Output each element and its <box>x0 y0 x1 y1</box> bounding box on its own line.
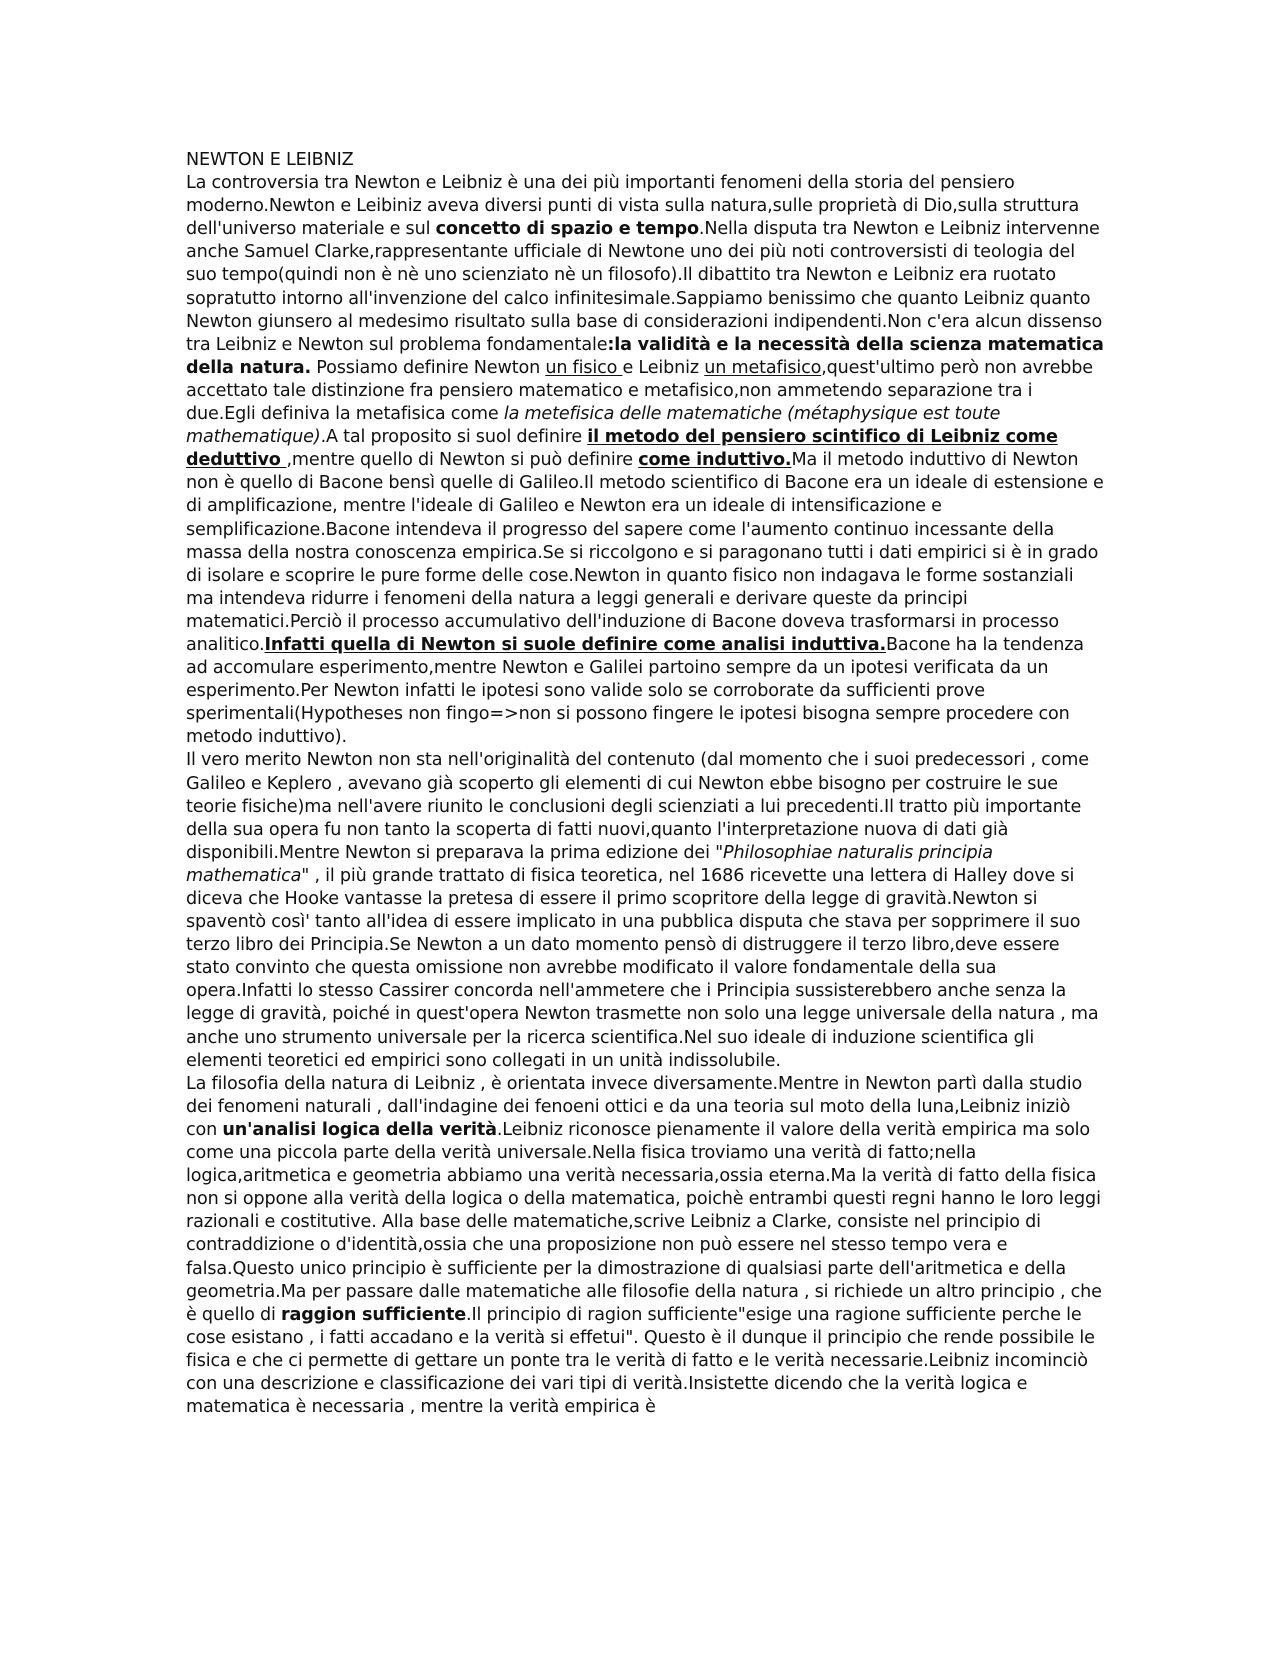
bold-underlined-deductive-method: il metodo del pensiero scintifico di Leibniz come deduttivo <box>186 427 1058 471</box>
underlined-phrase-physicist: un fisico <box>545 357 623 378</box>
text-run: Bacone ha la tendenza ad accomulare esperimento,mentre Newton e Galilei partoino sempre da un ipotesi verificata da un esperimento.Per Newton infatti le ipotesi sono valide solo se corroborate da sufficienti prove sperimentali(Hypotheses non fingo=>non si possono fingere le ipotesi bisogna sempre procedere con metodo induttivo). <box>186 634 1084 748</box>
text-run: , il più grande trattato di fisica teoretica, nel 1686 ricevette una lettera di Halley dove si diceva che Hooke vantasse la pretesa di essere il primo scopritore della legge di gravità.Newton si spaventò così' tanto all'idea di essere implicato in una pubblica disputa che stava per sopprimere il suo terzo libro dei Principia.Se Newton a un dato momento pensò di distruggere il terzo libro,deve essere stato convinto che questa omissione non avrebbe modificato il valore fondamentale della sua opera.Infatti lo stesso Cassirer concorda nell'ammetere che i Principia sussisterebbero anche senza la legge di gravità, poiché in quest'opera Newton trasmette non solo una legge universale della natura , ma anche uno strumento universale per la ricerca scientifica.Nel suo ideale di induzione scientifica gli elementi teoretici ed empirici sono collegati in un unità indissolubile. <box>186 865 1099 1071</box>
document-title: NEWTON E LEIBNIZ <box>186 150 354 170</box>
document-body <box>186 149 1106 1419</box>
text-run: Possiamo definire Newton <box>311 357 546 378</box>
italic-book-title-principia: "Philosophiae naturalis principia mathematica" <box>186 842 993 886</box>
bold-phrase-sufficient-reason: raggion sufficiente <box>280 1304 467 1325</box>
bold-underlined-inductive-analysis: Infatti quella di Newton si suole definire come analisi induttiva. <box>264 634 887 655</box>
paragraph-newton-merit <box>186 749 1106 1072</box>
text-run: La controversia tra Newton e Leibniz è una dei più importanti fenomeni della storia del pensiero moderno.Newton e Leibiniz aveva diversi punti di vista sulla natura,sulle proprietà di Dio,sulla struttura dell'universo materiale e sul <box>186 173 1080 240</box>
bold-phrase-space-time: concetto di spazio e tempo <box>435 219 699 240</box>
paragraph-leibniz-philosophy <box>186 1073 1106 1419</box>
paragraph-newton-leibniz-controversy <box>186 172 1106 749</box>
italic-phrase-metaphysique: la metefisica delle matematiche (métaphysique est toute mathematique) <box>186 404 1001 448</box>
underlined-phrase-metaphysician: un metafisico <box>704 357 822 378</box>
bold-phrase-validity-science: :la validità e la necessità della scienza matematica della natura. <box>186 334 1104 378</box>
bold-underlined-inductive: come induttivo. <box>638 450 792 471</box>
text-run: La filosofia della natura di Leibniz , è orientata invece diversamente.Mentre in Newton partì dalla studio dei fenomeni naturali , dall'indagine dei fenoeni ottici e da una teoria sul moto della luna,Leibniz iniziò con <box>186 1073 1083 1140</box>
text-run: ,quest'ultimo però non avrebbe accettato tale distinzione fra pensiero matematico e metafisico,non ammetendo separazione tra i due.Egli definiva la metafisica come <box>186 357 1093 425</box>
text-run: Ma il metodo induttivo di Newton non è quello di Bacone bensì quelle di Galileo.Il metodo scientifico di Bacone era un ideale di estensione e di amplificazione, mentre l'ideale di Galileo e Newton era un ideale di intensificazione e semplificazione.Bacone intendeva il progresso del sapere come l'aumento continuo incessante della massa della nostra conoscenza empirica.Se si riccolgono e si paragonano tutti i dati empirici si è in grado di isolare e scoprire le pure forme delle cose.Newton in quanto fisico non indagava le forme sostanziali ma intendeva ridurre i fenomeni della natura a leggi generali e derivare queste da principi matematici.Perciò il processo accumulativo dell'induzione di Bacone doveva trasformarsi in processo analitico. <box>186 450 1104 655</box>
text-run: .Il principio di ragion sufficiente"esige una ragione sufficiente perche le cose esistano , i fatti accadano e la verità si effetui". Questo è il dunque il principio che rende possibile le fisica e che ci permette di gettare un ponte tra le verità di fatto e le verità necessarie.Leibniz incominciò con una descrizione e classificazione dei vari tipi di verità.Insistette dicendo che la verità logica e matematica è necessaria , mentre la verità empirica è <box>186 1304 1095 1418</box>
text-run: .Leibniz riconosce pienamente il valore della verità empirica ma solo come una piccola parte della verità universale.Nella fisica troviamo una verità di fatto;nella logica,aritmetica e geometria abbiamo una verità necessaria,ossia eterna.Ma la verità di fatto della fisica non si oppone alla verità della logica o della matematica, poichè entrambi questi regni hanno le loro leggi razionali e costitutive. Alla base delle matematiche,scrive Leibniz a Clarke, consiste nel principio di contraddizione o d'identità,ossia che una proposizione non può essere nel stesso tempo vera e falsa.Questo unico principio è sufficiente per la dimostrazione di qualsiasi parte dell'aritmetica e della geometria.Ma per passare dalle matematiche alle filosofie della natura , si richiede un altro principio , che è quello di <box>186 1119 1102 1325</box>
bold-phrase-logical-analysis: un'analisi logica della verità <box>222 1119 497 1140</box>
text-run: e Leibniz <box>622 357 705 378</box>
text-run: .Nella disputa tra Newton e Leibniz intervenne anche Samuel Clarke,rappresentante ufficiale di Newtone uno dei più noti controversisti di teologia del suo tempo(quindi non è nè uno scienziato nè un filosofo).Il dibattito tra Newton e Leibniz era ruotato sopratutto intorno all'invenzione del calco infinitesimale.Sappiamo benissimo che quanto Leibniz quanto Newton giunsero al medesimo risultato sulla base di considerazioni indipendenti.Non c'era alcun dissenso tra Leibniz e Newton sul problema fondamentale <box>186 219 1103 355</box>
text-run: Il vero merito Newton non sta nell'originalità del contenuto (dal momento che i suoi predecessori , come Galileo e Keplero , avevano già scoperto gli elementi di cui Newton ebbe bisogno per costruire le sue teorie fisiche)ma nell'avere riunito le conclusioni degli scienziati a lui precedenti.Il tratto più importante della sua opera fu non tanto la scoperta di fatti nuovi,quanto l'interpretazione nuova di dati già disponibili.Mentre Newton si preparava la prima edizione dei <box>186 750 1089 863</box>
text-run: .A tal proposito si suol definire <box>320 427 588 448</box>
text-run: ,mentre quello di Newton si può definire <box>286 450 639 471</box>
